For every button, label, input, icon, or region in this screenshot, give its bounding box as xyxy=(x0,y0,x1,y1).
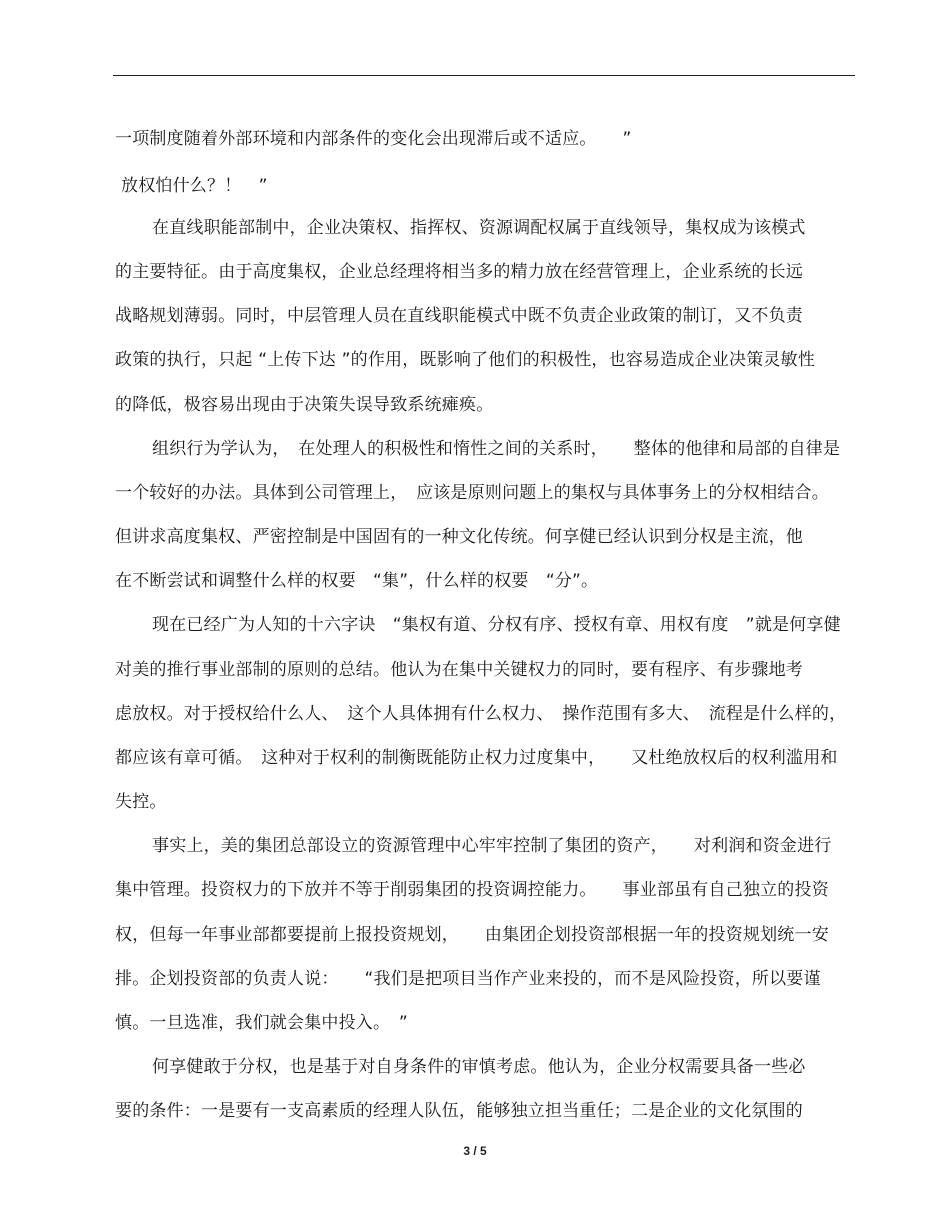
text-line: 放权怕什么？！ ” xyxy=(121,176,268,196)
text-line: 一项制度随着外部环境和内部条件的变化会出现滞后或不适应。 ” xyxy=(115,129,632,149)
text-line: 政策的执行，只起 “上传下达 ”的作用，既影响了他们的积极性，也容易造成企业决策灵敏性 xyxy=(115,350,816,370)
text-line: 战略规划薄弱。同时，中层管理人员在直线职能模式中既不负责企业政策的制订，又不负责 xyxy=(115,306,803,326)
page-number: 3 / 5 xyxy=(463,1144,487,1158)
text-line: 但讲求高度集权、严密控制是中国固有的一种文化传统。何享健已经认识到分权是主流，他 xyxy=(115,527,803,547)
text-line: 的主要特征。由于高度集权，企业总经理将相当多的精力放在经营管理上，企业系统的长远 xyxy=(115,262,803,282)
text-line: 对美的推行事业部制的原则的总结。他认为在集中关键权力的同时，要有程序、有步骤地考 xyxy=(115,660,803,680)
text-line: 组织行为学认为， 在处理人的积极性和惰性之间的关系时， 整体的他律和局部的自律是 xyxy=(152,439,841,459)
text-line: 失控。 xyxy=(115,792,167,812)
text-line: 事实上，美的集团总部设立的资源管理中心牢牢控制了集团的资产， 对利润和资金进行 xyxy=(152,836,832,856)
text-line: 一个较好的办法。具体到公司管理上， 应该是原则问题上的集权与具体事务上的分权相结合。 xyxy=(115,483,829,503)
text-line: 何享健敢于分权，也是基于对自身条件的审慎考虑。他认为，企业分权需要具备一些必 xyxy=(152,1057,806,1077)
text-line: 要的条件：一是要有一支高素质的经理人队伍，能够独立担当重任；二是企业的文化氛围的 xyxy=(115,1101,803,1121)
text-line: 排。企划投资部的负责人说： “我们是把项目当作产业来投的，而不是风险投资，所以要谨 xyxy=(115,969,821,989)
text-line: 权，但每一年事业部都要提前上报投资规划， 由集团企划投资部根据一年的投资规划统一安 xyxy=(115,925,829,945)
text-line: 慎。一旦选准，我们就会集中投入。 ” xyxy=(115,1013,408,1033)
text-line: 的降低，极容易出现由于决策失误导致系统瘫痪。 xyxy=(115,395,494,415)
text-line: 现在已经广为人知的十六字诀 “集权有道、分权有序、授权有章、用权有度 ”就是何享健 xyxy=(152,615,841,635)
text-line: 在不断尝试和调整什么样的权要 “集”，什么样的权要 “分”。 xyxy=(115,571,599,591)
text-line: 都应该有章可循。 这种对于权利的制衡既能防止权力过度集中， 又杜绝放权后的权利滥用和 xyxy=(115,748,838,768)
text-line: 在直线职能部制中，企业决策权、指挥权、资源调配权属于直线领导，集权成为该模式 xyxy=(152,218,806,238)
header-rule xyxy=(113,75,855,76)
text-line: 虑放权。对于授权给什么人、 这个人具体拥有什么权力、 操作范围有多大、 流程是什么样的， xyxy=(115,704,847,724)
text-line: 集中管理。投资权力的下放并不等于削弱集团的投资调控能力。 事业部虽有自己独立的投资 xyxy=(115,880,829,900)
